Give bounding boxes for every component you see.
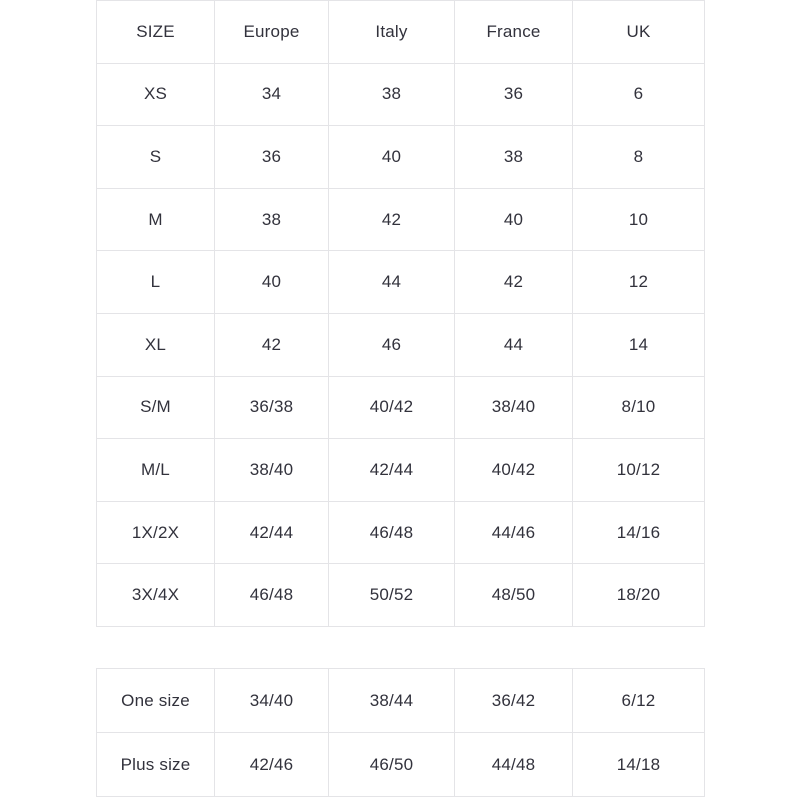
- secondary-size-table-wrapper: [96, 668, 704, 797]
- cell-uk: 6/12: [573, 669, 705, 733]
- cell-italy: 42: [329, 188, 455, 251]
- row-label: XS: [97, 63, 215, 126]
- cell-uk: 14: [573, 313, 705, 376]
- cell-uk: 14/16: [573, 501, 705, 564]
- column-header-uk: UK: [573, 1, 705, 64]
- cell-italy: 50/52: [329, 564, 455, 627]
- table-row: [97, 63, 705, 126]
- table-row: [97, 439, 705, 502]
- cell-italy: 46/48: [329, 501, 455, 564]
- row-label: Plus size: [97, 733, 215, 797]
- row-label: S: [97, 126, 215, 189]
- cell-europe: 36: [215, 126, 329, 189]
- cell-italy: 40/42: [329, 376, 455, 439]
- cell-europe: 42/46: [215, 733, 329, 797]
- cell-france: 44/48: [455, 733, 573, 797]
- table-row: [97, 733, 705, 797]
- table-row: [97, 126, 705, 189]
- cell-uk: 12: [573, 251, 705, 314]
- cell-italy: 38/44: [329, 669, 455, 733]
- row-label: One size: [97, 669, 215, 733]
- column-header-europe: Europe: [215, 1, 329, 64]
- table-header: [97, 1, 705, 64]
- cell-uk: 10: [573, 188, 705, 251]
- cell-italy: 44: [329, 251, 455, 314]
- primary-size-table: [96, 0, 705, 627]
- cell-europe: 36/38: [215, 376, 329, 439]
- row-label: 1X/2X: [97, 501, 215, 564]
- cell-europe: 34/40: [215, 669, 329, 733]
- cell-uk: 14/18: [573, 733, 705, 797]
- table-body: [97, 63, 705, 626]
- cell-italy: 40: [329, 126, 455, 189]
- row-label: M: [97, 188, 215, 251]
- cell-uk: 8/10: [573, 376, 705, 439]
- cell-europe: 38/40: [215, 439, 329, 502]
- row-label: M/L: [97, 439, 215, 502]
- cell-europe: 42/44: [215, 501, 329, 564]
- cell-europe: 38: [215, 188, 329, 251]
- cell-europe: 40: [215, 251, 329, 314]
- cell-uk: 6: [573, 63, 705, 126]
- cell-europe: 46/48: [215, 564, 329, 627]
- table-row: [97, 564, 705, 627]
- row-label: S/M: [97, 376, 215, 439]
- cell-france: 36: [455, 63, 573, 126]
- table-row: [97, 669, 705, 733]
- cell-france: 38/40: [455, 376, 573, 439]
- row-label: XL: [97, 313, 215, 376]
- table-row: [97, 501, 705, 564]
- cell-france: 44: [455, 313, 573, 376]
- column-header-size: SIZE: [97, 1, 215, 64]
- table-body: [97, 669, 705, 797]
- cell-france: 44/46: [455, 501, 573, 564]
- column-header-france: France: [455, 1, 573, 64]
- cell-europe: 34: [215, 63, 329, 126]
- cell-france: 40: [455, 188, 573, 251]
- row-label: 3X/4X: [97, 564, 215, 627]
- table-row: [97, 251, 705, 314]
- cell-italy: 38: [329, 63, 455, 126]
- primary-size-table-wrapper: [96, 0, 704, 627]
- cell-france: 38: [455, 126, 573, 189]
- table-row: [97, 188, 705, 251]
- cell-italy: 42/44: [329, 439, 455, 502]
- cell-italy: 46/50: [329, 733, 455, 797]
- table-row: [97, 313, 705, 376]
- cell-uk: 8: [573, 126, 705, 189]
- cell-france: 36/42: [455, 669, 573, 733]
- cell-europe: 42: [215, 313, 329, 376]
- cell-uk: 18/20: [573, 564, 705, 627]
- row-label: L: [97, 251, 215, 314]
- table-header-row: [97, 1, 705, 64]
- cell-france: 42: [455, 251, 573, 314]
- cell-france: 48/50: [455, 564, 573, 627]
- table-row: [97, 376, 705, 439]
- cell-italy: 46: [329, 313, 455, 376]
- secondary-size-table: [96, 668, 705, 797]
- cell-france: 40/42: [455, 439, 573, 502]
- cell-uk: 10/12: [573, 439, 705, 502]
- column-header-italy: Italy: [329, 1, 455, 64]
